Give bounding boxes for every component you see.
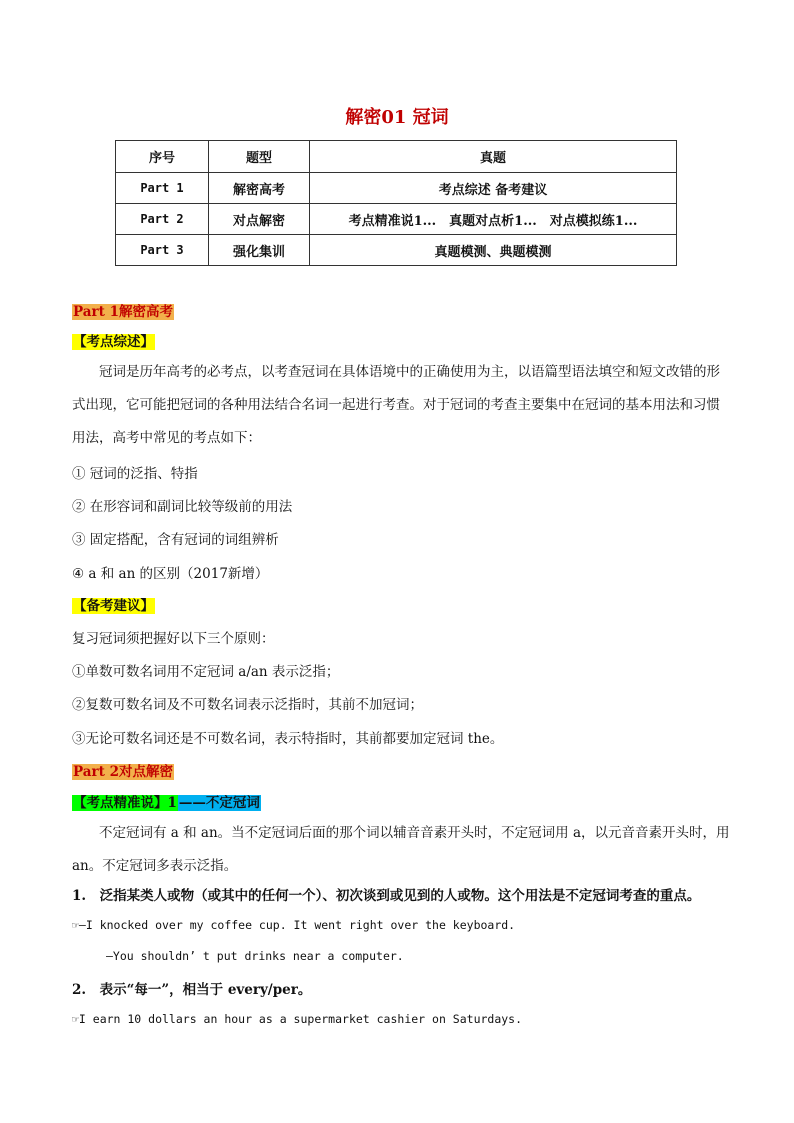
toc-type: 解密高考 bbox=[209, 173, 310, 204]
example-line: ☞I earn 10 dollars an hour as a supermarket cashier on Saturdays. bbox=[72, 1012, 523, 1026]
advice-label: 【备考建议】 bbox=[73, 598, 154, 614]
advice-item: ①单数可数名词用不定冠词 a/an 表示泛指； bbox=[72, 664, 340, 680]
point-item: ② 在形容词和副词比较等级前的用法 bbox=[72, 499, 293, 515]
toc-content: 考点综述 备考建议 bbox=[310, 173, 677, 204]
toc-type: 对点解密 bbox=[209, 204, 310, 235]
rule-two: 2. 表示“每一”，相当于 every/per。 bbox=[72, 982, 312, 998]
precise-label: 【考点精准说】1 bbox=[73, 795, 177, 811]
part2-heading-line bbox=[72, 760, 732, 780]
indefinite-article-intro: 不定冠词有 a 和 an。当不定冠词后面的那个词以辅音音素开头时，不定冠词用 a，以元音音素开头时，用 an。不定冠词多表示泛指。 bbox=[72, 825, 730, 874]
toc-row bbox=[116, 235, 677, 266]
part1-heading: Part 1解密高考 bbox=[73, 304, 173, 320]
advice-item: ②复数可数名词及不可数名词表示泛指时，其前不加冠词； bbox=[72, 697, 423, 713]
toc-type: 强化集训 bbox=[209, 235, 310, 266]
example-line: ☞—I knocked over my coffee cup. It went right over the keyboard. bbox=[72, 918, 516, 932]
toc-part: Part 3 bbox=[116, 235, 209, 266]
overview-paragraph: 冠词是历年高考的必考点，以考查冠词在具体语境中的正确使用为主，以语篇型语法填空和短文改错的形式出现，它可能把冠词的各种用法结合名词一起进行考查。对于冠词的考查主要集中在冠词的基本用法和习惯用法，高考中常见的考点如下： bbox=[72, 364, 720, 446]
advice-item: ③无论可数名词还是不可数名词，表示特指时，其前都要加定冠词 the。 bbox=[72, 731, 504, 747]
advice-label-line bbox=[72, 594, 732, 614]
overview-label: 【考点综述】 bbox=[73, 334, 154, 350]
toc-header-index: 序号 bbox=[116, 141, 209, 173]
part1-heading-line bbox=[72, 300, 732, 320]
toc-header-type: 题型 bbox=[209, 141, 310, 173]
advice-intro: 复习冠词须把握好以下三个原则： bbox=[72, 631, 275, 647]
toc-content: 真题模测、典题模测 bbox=[310, 235, 677, 266]
example-line: —You shouldn’ t put drinks near a computer. bbox=[106, 949, 404, 963]
toc-content: 考点精准说1... 真题对点析1... 对点模拟练1... bbox=[310, 204, 677, 235]
rule-one: 1. 泛指某类人或物（或其中的任何一个）、初次谈到或见到的人或物。这个用法是不定冠词考查的重点。 bbox=[72, 888, 701, 904]
point-item: ③ 固定搭配，含有冠词的词组辨析 bbox=[72, 532, 279, 548]
toc-row bbox=[116, 173, 677, 204]
toc-header-row bbox=[116, 141, 677, 173]
point-item: ④ a 和 an 的区别（2017新增） bbox=[72, 566, 269, 582]
page-title: 解密01 冠词 bbox=[345, 107, 449, 128]
toc-part: Part 2 bbox=[116, 204, 209, 235]
toc-header-content: 真题 bbox=[310, 141, 677, 173]
toc-table bbox=[115, 140, 677, 266]
overview-label-line bbox=[72, 330, 732, 350]
precise-label-line bbox=[72, 791, 732, 811]
point-item: ① 冠词的泛指、特指 bbox=[72, 466, 198, 482]
toc-row bbox=[116, 204, 677, 235]
toc-part: Part 1 bbox=[116, 173, 209, 204]
part2-heading: Part 2对点解密 bbox=[73, 764, 173, 780]
precise-label-topic: ——不定冠词 bbox=[178, 795, 260, 811]
